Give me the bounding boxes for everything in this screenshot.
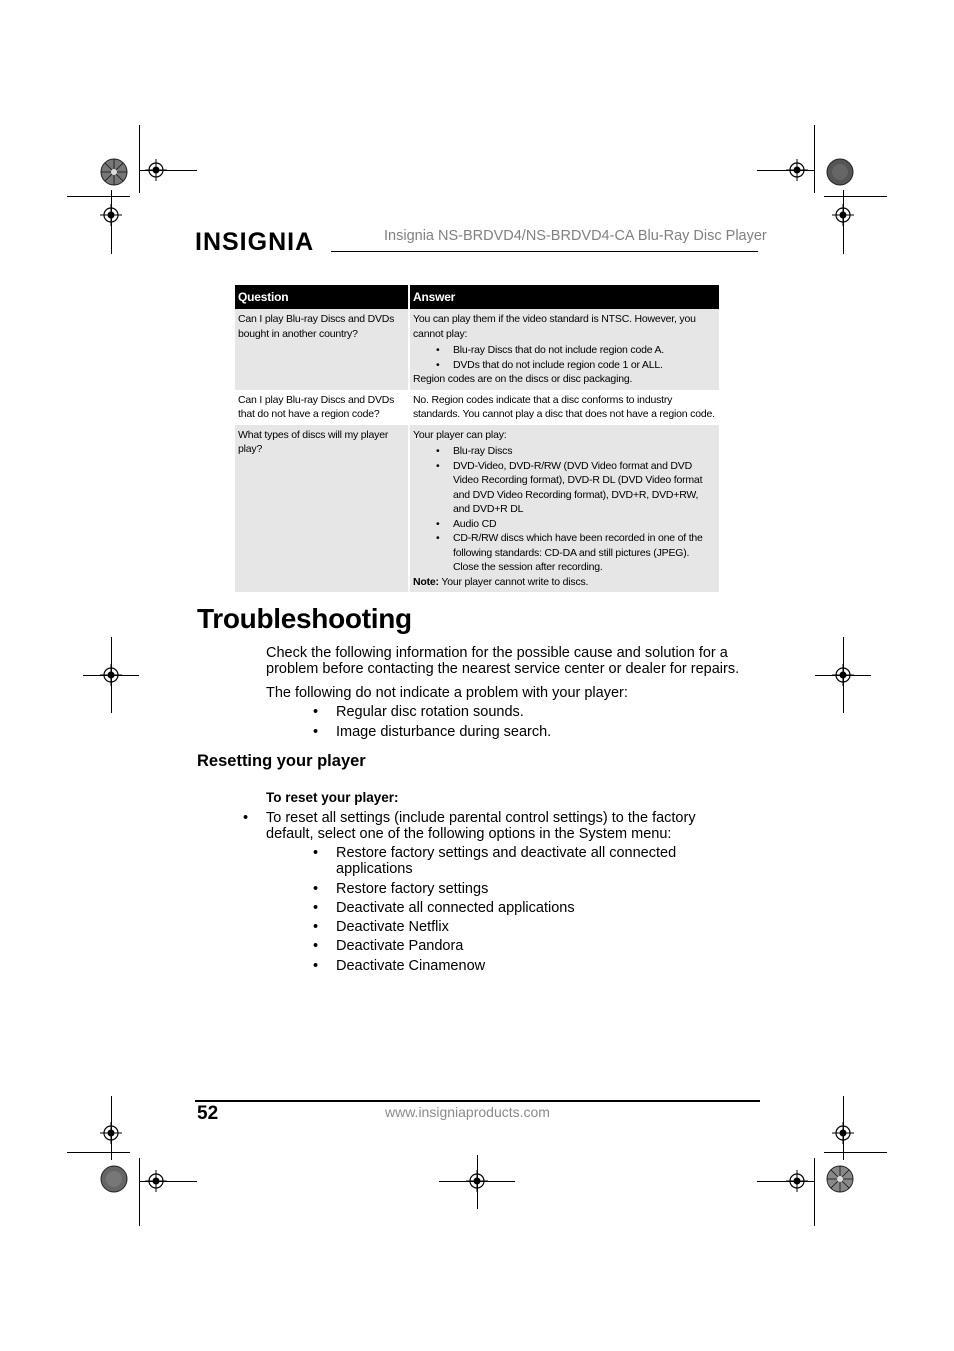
list-item: • DVD-Video, DVD-R/RW (DVD Video format and DVD Video Recording format), DVD-R DL (DVD Video format and DVD Video Recording format), DVD+R, DVD+RW, and DVD+R DL <box>453 459 716 517</box>
page-number: 52 <box>197 1103 219 1124</box>
table-row <box>235 309 719 390</box>
registration-mark-icon <box>832 1122 854 1144</box>
list-item: • Deactivate Pandora <box>336 938 736 954</box>
list-item: • Image disturbance during search. <box>336 724 736 740</box>
registration-mark-icon <box>786 1170 808 1192</box>
list-item: • DVDs that do not include region code 1 or ALL. <box>453 358 716 373</box>
insignia-logo <box>195 222 331 262</box>
registration-mark-icon <box>466 1170 488 1192</box>
header-divider <box>331 251 758 252</box>
answer-bullet-list <box>413 444 716 575</box>
registration-mark-icon <box>832 204 854 226</box>
list-item: • Blu-ray Discs that do not include region code A. <box>453 343 716 358</box>
registration-mark-icon <box>145 1170 167 1192</box>
footer-divider <box>195 1100 760 1102</box>
note-text: Your player cannot write to discs. <box>438 575 589 588</box>
table-row <box>235 390 719 425</box>
table-row <box>235 425 719 593</box>
footer-url: www.insigniaproducts.com <box>385 1104 550 1120</box>
question-cell: Can I play Blu-ray Discs and DVDs that do not have a region code? <box>235 390 409 425</box>
answer-cell <box>409 309 719 390</box>
list-item: • CD-R/RW discs which have been recorded in one of the following standards: CD-DA and still pictures (JPEG). Close the session after recording. <box>453 531 716 575</box>
list-item: • Restore factory settings <box>336 881 736 897</box>
header-product-title: Insignia NS-BRDVD4/NS-BRDVD4-CA Blu-Ray Disc Player <box>384 228 767 244</box>
calibration-disc-icon <box>100 1165 128 1193</box>
troubleshooting-lead: The following do not indicate a problem with your player: <box>266 685 628 701</box>
calibration-disc-icon <box>826 1165 854 1193</box>
list-item: • Deactivate all connected applications <box>336 900 736 916</box>
column-header-question: Question <box>235 285 409 309</box>
list-item: • Deactivate Netflix <box>336 919 736 935</box>
section-title-troubleshooting: Troubleshooting <box>197 603 412 634</box>
list-item: • Blu-ray Discs <box>453 444 716 459</box>
list-item: • Restore factory settings and deactivate all connected applications <box>336 845 716 877</box>
procedure-title: To reset your player: <box>266 790 399 805</box>
registration-mark-icon <box>832 664 854 686</box>
procedure-step: • To reset all settings (include parental control settings) to the factory default, select one of the following options in the System menu: <box>266 810 731 842</box>
answer-text: Your player can play: <box>413 428 507 441</box>
list-item: • Audio CD <box>453 517 716 532</box>
registration-mark-icon <box>100 204 122 226</box>
troubleshooting-intro: Check the following information for the possible cause and solution for a problem before contacting the nearest service center or dealer for repairs. <box>266 645 740 677</box>
answer-text: Region codes are on the discs or disc packaging. <box>413 373 633 385</box>
svg-text:INSIGNIA: INSIGNIA <box>195 228 315 256</box>
registration-mark-icon <box>786 159 808 181</box>
list-item: • Deactivate Cinamenow <box>336 958 736 974</box>
answer-cell <box>409 390 719 425</box>
calibration-disc-icon <box>100 158 128 186</box>
faq-table <box>235 285 719 592</box>
question-cell: What types of discs will my player play? <box>235 425 409 593</box>
note-label: Note: <box>413 575 439 588</box>
question-cell: Can I play Blu-ray Discs and DVDs bought in another country? <box>235 309 409 390</box>
registration-mark-icon <box>100 1122 122 1144</box>
column-header-answer: Answer <box>409 285 719 309</box>
answer-text: No. Region codes indicate that a disc conforms to industry standards. You cannot play a disc that does not have a region code. <box>413 393 715 420</box>
answer-bullet-list <box>413 343 716 372</box>
registration-mark-icon <box>100 664 122 686</box>
answer-cell <box>409 425 719 593</box>
section-title-resetting: Resetting your player <box>197 752 366 770</box>
table-header-row <box>235 285 719 309</box>
answer-note <box>413 575 716 590</box>
registration-mark-icon <box>145 159 167 181</box>
answer-text: You can play them if the video standard is NTSC. However, you cannot play: <box>413 313 696 340</box>
calibration-disc-icon <box>826 158 854 186</box>
list-item: • Regular disc rotation sounds. <box>336 704 736 720</box>
